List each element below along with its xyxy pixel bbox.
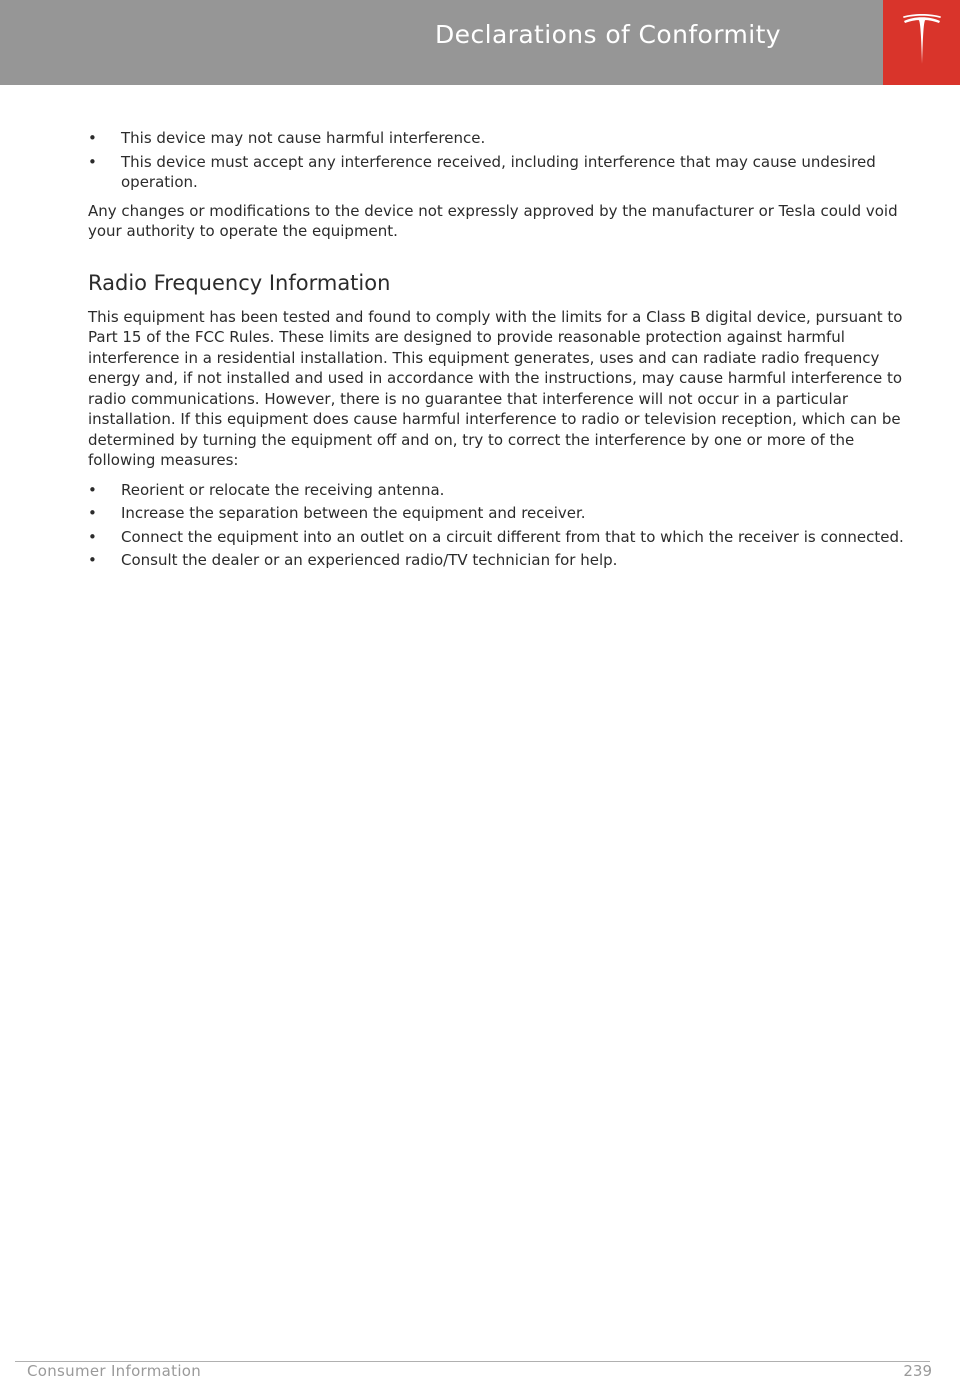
page-title: Declarations of Conformity bbox=[435, 20, 781, 49]
section-heading: Radio Frequency Information bbox=[88, 270, 391, 295]
footer-page-number: 239 bbox=[903, 1362, 932, 1380]
bullet-glyph: • bbox=[88, 504, 97, 522]
footer-section-name: Consumer Information bbox=[27, 1362, 202, 1380]
logo-box bbox=[883, 0, 960, 85]
bullet-glyph: • bbox=[88, 129, 97, 147]
list-item: • Increase the separation between the equipment and receiver. bbox=[88, 504, 586, 522]
bullet-glyph: • bbox=[88, 551, 97, 569]
section-paragraph: This equipment has been tested and found to comply with the limits for a Class B digital device, pursuant to Part 15 of the FCC Rules. These limits are designed to provide reasonable protection against harmful interference in a residential installation. This equipment generates, uses and can radiate radio frequency energy and, if not installed and used in accordance with the instructions, may cause harmful interference to radio communications. However, there is no guarantee that interference will not occur in a particular installation. If this equipment does cause harmful interference to radio or television reception, which can be determined by turning the equipment off and on, try to correct the interference by one or more of the following measures: bbox=[88, 307, 903, 469]
measures-bullet-list bbox=[88, 480, 906, 571]
page-content bbox=[88, 128, 906, 574]
bullet-glyph: • bbox=[88, 152, 97, 171]
list-item: • Consult the dealer or an experienced radio/TV technician for help. bbox=[88, 551, 618, 569]
list-item: • This device may not cause harmful interference. bbox=[88, 129, 486, 147]
header-bar bbox=[0, 0, 883, 85]
tesla-t-logo-icon bbox=[902, 14, 942, 66]
bullet-glyph: • bbox=[88, 527, 97, 546]
list-item: • This device must accept any interference received, including interference that may cause undesired operation. bbox=[88, 152, 876, 191]
list-item: • Connect the equipment into an outlet on a circuit different from that to which the receiver is connected. bbox=[88, 527, 904, 546]
intro-bullet-list bbox=[88, 128, 906, 193]
intro-paragraph: Any changes or modifications to the device not expressly approved by the manufacturer or Tesla could void your authority to operate the equipment. bbox=[88, 201, 898, 240]
bullet-glyph: • bbox=[88, 480, 97, 499]
list-item: • Reorient or relocate the receiving antenna. bbox=[88, 480, 445, 499]
